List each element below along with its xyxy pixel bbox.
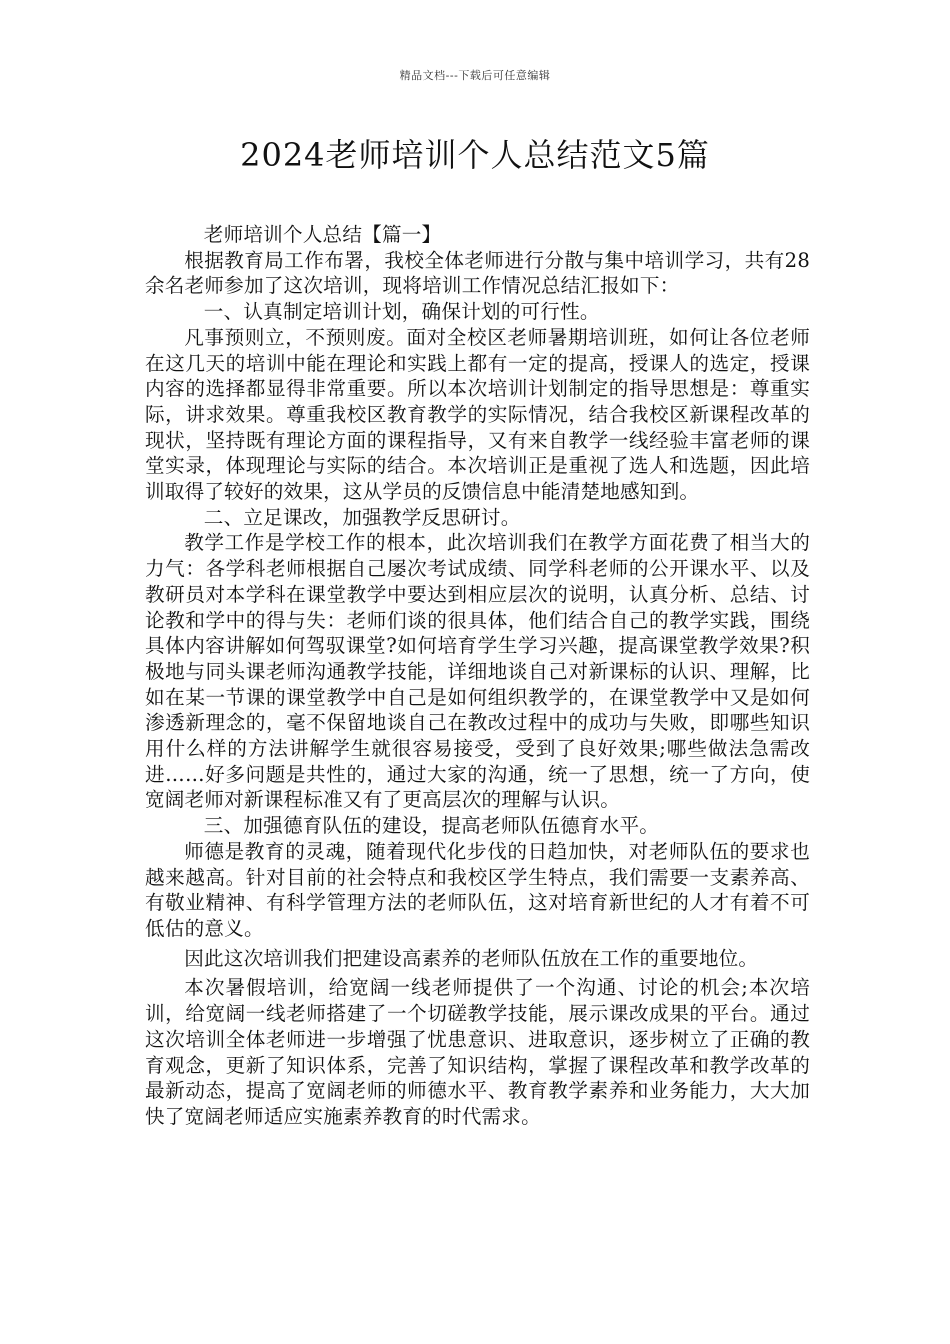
document-body	[145, 222, 810, 1130]
paragraph: 教学工作是学校工作的根本，此次培训我们在教学方面花费了相当大的力气：各学科老师根据自己屡次考试成绩、同学科老师的公开课水平、以及教研员对本学科在课堂教学中要达到相应层次的说明，认真分析、总结、讨论教和学中的得与失：老师们谈的很具体，他们结合自己的教学实践，围绕具体内容讲解如何驾驭课堂?如何培育学生学习兴趣，提高课堂教学效果?积极地与同头课老师沟通教学技能，详细地谈自己对新课标的认识、理解，比如在某一节课的课堂教学中自己是如何组织教学的，在课堂教学中又是如何渗透新理念的，毫不保留地谈自己在教改过程中的成功与失败，即哪些知识用什么样的方法讲解学生就很容易接受，受到了良好效果;哪些做法急需改进……好多问题是共性的，通过大家的沟通，统一了思想，统一了方向，使宽阔老师对新课程标准又有了更高层次的理解与认识。	[145, 531, 810, 812]
paragraph: 师德是教育的灵魂，随着现代化步伐的日趋加快，对老师队伍的要求也越来越高。针对目前的社会特点和我校区学生特点，我们需要一支素养高、有敬业精神、有科学管理方法的老师队伍，这对培育新世纪的人才有着不可低估的意义。	[145, 839, 810, 940]
paragraph: 凡事预则立，不预则废。面对全校区老师暑期培训班，如何让各位老师在这几天的培训中能在理论和实践上都有一定的提高，授课人的选定，授课内容的选择都显得非常重要。所以本次培训计划制定的指导思想是：尊重实际，讲求效果。尊重我校区教育教学的实际情况，结合我校区新课程改革的现状，坚持既有理论方面的课程指导，又有来自教学一线经验丰富老师的课堂实录，体现理论与实际的结合。本次培训正是重视了选人和选题，因此培训取得了较好的效果，这从学员的反馈信息中能清楚地感知到。	[145, 325, 810, 504]
article-heading: 老师培训个人总结【篇一】	[203, 223, 442, 246]
section-heading: 二、立足课改，加强教学反思研讨。	[203, 505, 521, 529]
paragraph: 因此这次培训我们把建设高素养的老师队伍放在工作的重要地位。	[184, 946, 759, 970]
paragraph: 根据教育局工作布署，我校全体老师进行分散与集中培训学习，共有28余名老师参加了这次培训，现将培训工作情况总结汇报如下：	[145, 248, 810, 298]
paragraph: 本次暑假培训，给宽阔一线老师提供了一个沟通、讨论的机会;本次培训，给宽阔一线老师搭建了一个切磋教学技能，展示课改成果的平台。通过这次培训全体老师进一步增强了忧患意识、进取意识，逐步树立了正确的教育观念，更新了知识体系，完善了知识结构，掌握了课程改革和教学改革的最新动态，提高了宽阔老师的师德水平、教育教学素养和业务能力，大大加快了宽阔老师适应实施素养教育的时代需求。	[145, 976, 810, 1128]
header-note: 精品文档---下载后可任意编辑	[399, 69, 551, 82]
section-heading: 一、认真制定培训计划，确保计划的可行性。	[203, 300, 600, 324]
document-title: 2024老师培训个人总结范文5篇	[240, 136, 710, 174]
section-heading: 三、加强德育队伍的建设，提高老师队伍德育水平。	[203, 814, 660, 838]
